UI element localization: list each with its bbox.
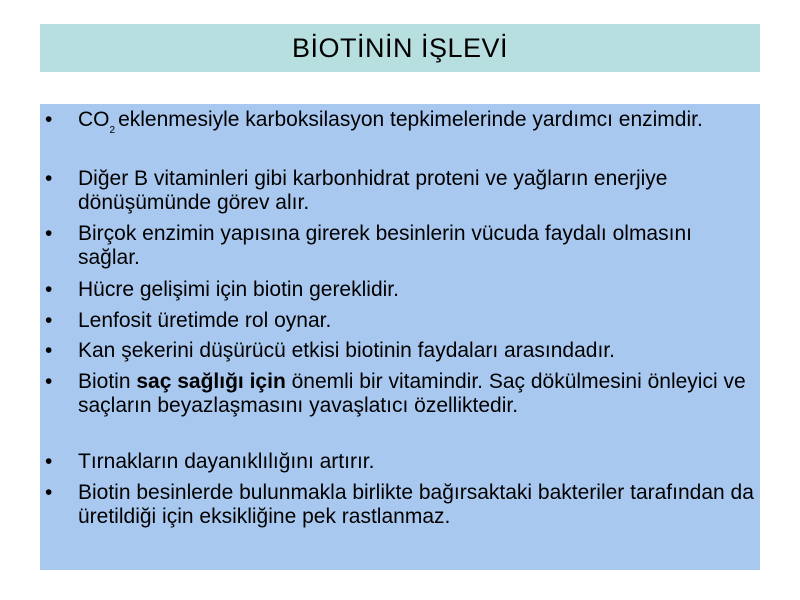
bullet-icon: • xyxy=(45,222,53,245)
bullet-icon: • xyxy=(45,450,53,473)
bullet-icon: • xyxy=(45,278,53,301)
bullet-icon: • xyxy=(45,339,53,362)
bullet-icon: • xyxy=(45,309,53,332)
bullet-text: Hücre gelişimi için biotin gereklidir. xyxy=(78,278,399,301)
slide-title: BİOTİNİN İŞLEVİ xyxy=(291,32,509,63)
text-before-bold: Biotin xyxy=(78,370,137,393)
bold-phrase: saç sağlığı için xyxy=(136,370,286,393)
bullet-text: Birçok enzimin yapısına girerek besinlerin vücuda faydalı olmasını sağlar. xyxy=(78,222,692,269)
slide-content xyxy=(40,104,760,570)
bullet-text: Tırnakların dayanıklılığını artırır. xyxy=(78,450,375,473)
text-after-bold: önemli bir vitamindir. Saç dökülmesini önleyici ve saçların beyazlaşmasını yavaşlatıcı özelliktedir. xyxy=(78,370,746,417)
subscript-2: 2 xyxy=(109,125,116,137)
bullet-text xyxy=(78,108,754,137)
bullet-icon: • xyxy=(45,370,53,393)
bullet-icon: • xyxy=(45,108,53,131)
bullet-text xyxy=(78,370,754,418)
bullet-text: Kan şekerini düşürücü etkisi biotinin faydaları arasındadır. xyxy=(78,339,615,362)
co-rest: eklenmesiyle karboksilasyon tepkimelerinde yardımcı enzimdir. xyxy=(118,108,703,131)
bullet-text: Biotin besinlerde bulunmakla birlikte bağırsaktaki bakteriler tarafından da üretildiği için eksikliğine pek rastlanmaz. xyxy=(78,481,754,528)
co-text: CO xyxy=(78,108,110,131)
slide-title-bar xyxy=(40,24,760,72)
bullet-text: Lenfosit üretimde rol oynar. xyxy=(78,309,332,332)
bullet-icon: • xyxy=(45,167,53,190)
bullet-text: Diğer B vitaminleri gibi karbonhidrat proteni ve yağların enerjiye dönüşümünde görev alır. xyxy=(78,167,668,214)
bullet-icon: • xyxy=(45,481,53,504)
